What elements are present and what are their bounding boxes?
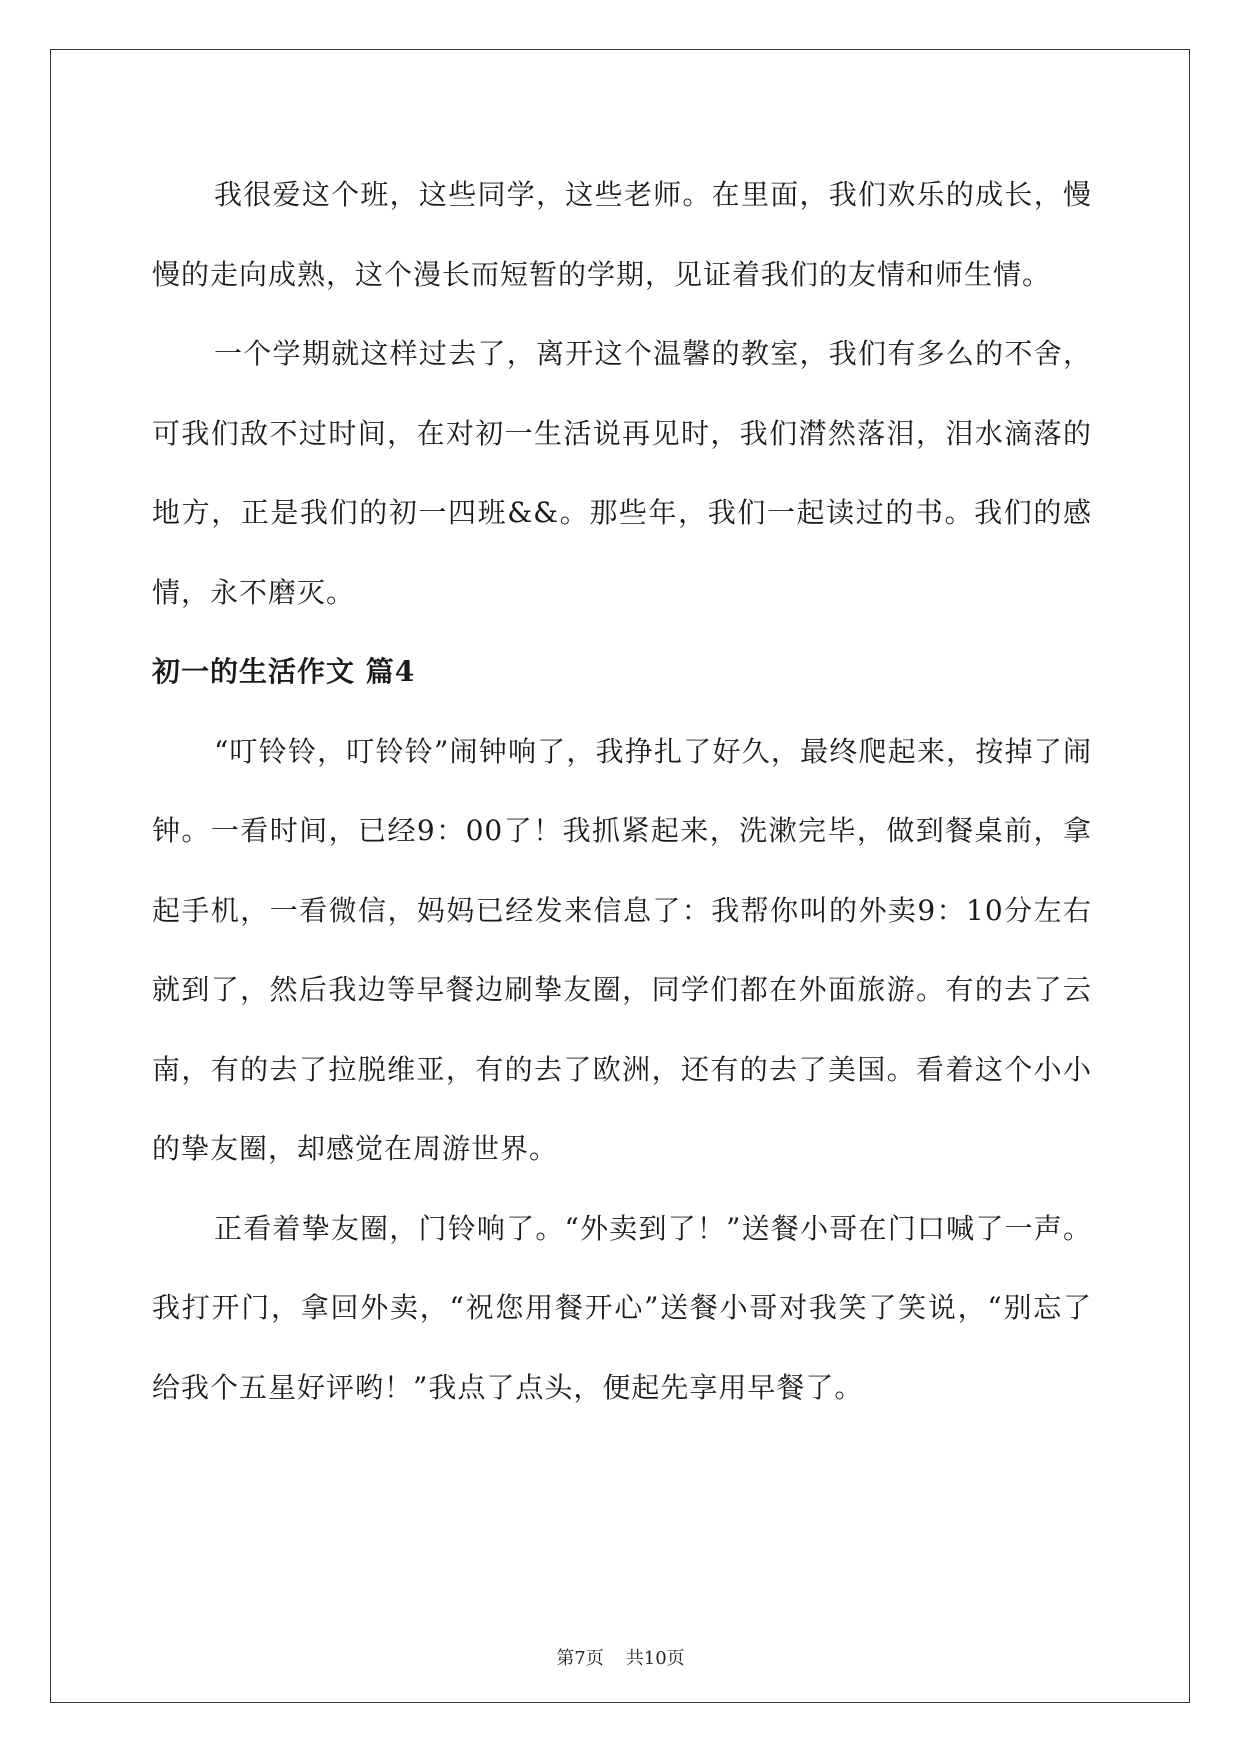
paragraph: “叮铃铃，叮铃铃”闹钟响了，我挣扎了好久，最终爬起来，按掉了闹钟。一看时间，已经9：00了！我抓紧起来，洗漱完毕，做到餐桌前，拿起手机，一看微信，妈妈已经发来信息了：我帮你叫的外卖9：10分左右就到了，然后我边等早餐边刷挚友圈，同学们都在外面旅游。有的去了云南，有的去了拉脱维亚，有的去了欧洲，还有的去了美国。看着这个小小的挚友圈，却感觉在周游世界。 xyxy=(152,734,1092,1165)
paragraph: 正看着挚友圈，门铃响了。“外卖到了！”送餐小哥在门口喊了一声。我打开门，拿回外卖，“祝您用餐开心”送餐小哥对我笑了笑说，“别忘了给我个五星好评哟！”我点了点头，便起先享用早餐了。 xyxy=(152,1211,1092,1404)
paragraph: 一个学期就这样过去了，离开这个温馨的教室，我们有多么的不舍，可我们敌不过时间，在对初一生活说再见时，我们潸然落泪，泪水滴落的地方，正是我们的初一四班&&。那些年，我们一起读过的书。我们的感情，永不磨灭。 xyxy=(152,337,1092,609)
paragraph: 我很爱这个班，这些同学，这些老师。在里面，我们欢乐的成长，慢慢的走向成熟，这个漫长而短暂的学期，见证着我们的友情和师生情。 xyxy=(152,178,1092,291)
page-number: 第7页 xyxy=(556,1648,604,1669)
page-footer xyxy=(0,1644,1241,1670)
document-body xyxy=(152,155,1092,1427)
section-heading: 初一的生活作文 篇4 xyxy=(152,655,416,688)
page-total: 共10页 xyxy=(625,1648,685,1669)
